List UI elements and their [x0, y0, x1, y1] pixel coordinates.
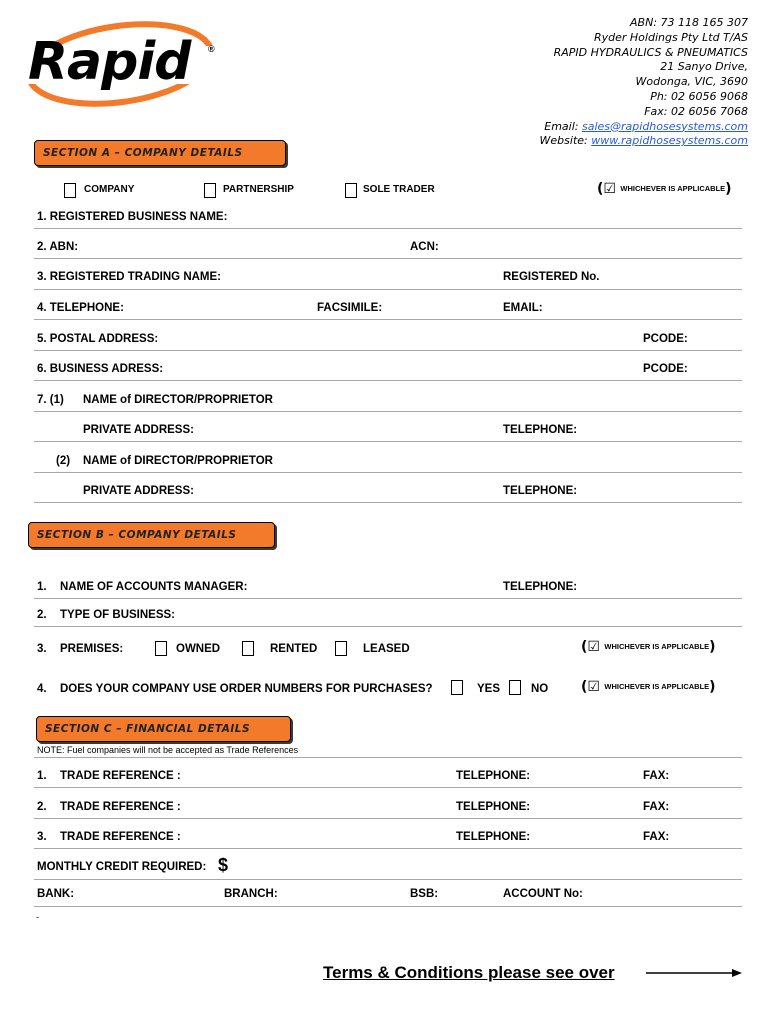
website-label: Website: [539, 134, 592, 148]
section-a-applicable-note [597, 181, 732, 197]
section-c-heading [36, 716, 291, 742]
paren-open: ( [597, 181, 604, 197]
paren-open: ( [581, 679, 588, 695]
company-type-checkbox-company[interactable] [64, 183, 76, 198]
postal-pcode-label: PCODE: [643, 333, 688, 345]
section-a-title: SECTION A – COMPANY DETAILS [43, 147, 243, 159]
accounts-manager-telephone-label: TELEPHONE: [503, 581, 578, 593]
premises-checkbox-leased[interactable] [335, 641, 347, 656]
trade-ref2-fax-label: FAX: [643, 801, 670, 813]
order-numbers-applicable-note [581, 679, 716, 695]
trade-ref1-field[interactable] [34, 787, 742, 788]
email-label: Email: [544, 119, 582, 133]
company-email-link[interactable]: sales@rapidhosesystems.com [582, 119, 748, 133]
order-numbers-question: DOES YOUR COMPANY USE ORDER NUMBERS FOR PURCHASES? [60, 683, 433, 695]
company-type-label-company: COMPANY [84, 184, 135, 195]
bank-details-field[interactable] [34, 906, 742, 907]
registered-no-label: REGISTERED No. [503, 271, 600, 283]
bank-label: BANK: [37, 888, 75, 900]
trade-ref2-label: TRADE REFERENCE : [60, 801, 181, 813]
trading-name-label: 3. REGISTERED TRADING NAME: [37, 271, 222, 283]
trading-name-field[interactable] [34, 289, 742, 290]
premises-label: PREMISES: [60, 643, 124, 655]
order-numbers-label-no: NO [531, 683, 549, 695]
paren-close: ) [709, 639, 716, 655]
director2-private-address-label: PRIVATE ADDRESS: [83, 485, 194, 497]
section-b-heading [28, 522, 275, 548]
postal-address-label: 5. POSTAL ADDRESS: [37, 333, 159, 345]
acn-label: ACN: [410, 241, 439, 253]
b4-number: 4. [37, 683, 47, 695]
trade-ref1-label: TRADE REFERENCE : [60, 770, 181, 782]
trade-ref1-telephone-label: TELEPHONE: [456, 770, 531, 782]
trade-ref2-number: 2. [37, 801, 47, 813]
terms-conditions-note: Terms & Conditions please see over [323, 963, 615, 982]
premises-applicable-note [581, 639, 716, 655]
dollar-sign: $ [218, 855, 229, 875]
registered-business-name-field[interactable] [34, 228, 742, 229]
logo-registered-mark: ® [208, 44, 215, 54]
account-no-label: ACCOUNT No: [503, 888, 583, 900]
premises-label-rented: RENTED [270, 643, 318, 655]
email-label-field: EMAIL: [503, 302, 543, 314]
trade-ref1-number: 1. [37, 770, 47, 782]
company-legal-name: Ryder Holdings Pty Ltd T/AS [593, 30, 748, 44]
paren-close: ) [709, 679, 716, 695]
checked-box-icon: ☑ [587, 639, 600, 655]
order-numbers-checkbox-no[interactable] [509, 680, 521, 695]
company-trading-name: RAPID HYDRAULICS & PNEUMATICS [553, 45, 748, 59]
order-numbers-label-yes: YES [477, 683, 501, 695]
b2-number: 2. [37, 609, 47, 621]
company-website-link[interactable]: www.rapidhosesystems.com [591, 134, 748, 148]
director2-telephone-label: TELEPHONE: [503, 485, 578, 497]
director1-address-field[interactable] [34, 441, 742, 442]
registered-business-name-label: 1. REGISTERED BUSINESS NAME: [37, 211, 228, 223]
telephone-label: 4. TELEPHONE: [37, 302, 124, 314]
order-numbers-checkbox-yes[interactable] [451, 680, 463, 695]
abn-label: 2. ABN: [37, 241, 79, 253]
facsimile-label: FACSIMILE: [317, 302, 383, 314]
trade-ref3-fax-label: FAX: [643, 831, 670, 843]
trade-ref2-field[interactable] [34, 818, 742, 819]
director2-address-field[interactable] [34, 502, 742, 503]
section-c-title: SECTION C – FINANCIAL DETAILS [45, 723, 251, 735]
business-address-label: 6. BUSINESS ADRESS: [37, 363, 164, 375]
paren-close: ) [725, 181, 732, 197]
checked-box-icon: ☑ [587, 679, 600, 695]
type-of-business-field[interactable] [34, 626, 742, 627]
director2-name-label: NAME of DIRECTOR/PROPRIETOR [83, 455, 273, 467]
director1-telephone-label: TELEPHONE: [503, 424, 578, 436]
fuel-companies-note: NOTE: Fuel companies will not be accepted as Trade References [37, 745, 299, 755]
abn-acn-field[interactable] [34, 258, 742, 259]
company-abn: ABN: 73 118 165 307 [630, 16, 748, 29]
premises-label-owned: OWNED [176, 643, 221, 655]
company-header-block [540, 16, 748, 149]
premises-checkbox-owned[interactable] [155, 641, 167, 656]
type-of-business-label: TYPE OF BUSINESS: [60, 609, 176, 621]
trade-ref3-field[interactable] [34, 848, 742, 849]
company-fax: Fax: 02 6056 7068 [644, 104, 748, 118]
logo-wordmark: Rapid [28, 32, 191, 92]
company-type-checkbox-partnership[interactable] [204, 183, 216, 198]
company-website-row [540, 134, 748, 149]
business-pcode-label: PCODE: [643, 363, 688, 375]
business-address-field[interactable] [34, 380, 742, 381]
stray-dash: - [36, 912, 39, 922]
rapid-logo [22, 16, 222, 108]
company-phone: Ph: 02 6056 9068 [650, 89, 748, 103]
company-address-line2: Wodonga, VIC, 3690 [635, 75, 748, 89]
monthly-credit-field[interactable] [34, 879, 742, 880]
applicable-text: WHICHEVER IS APPLICABLE [604, 682, 710, 691]
applicable-text: WHICHEVER IS APPLICABLE [620, 184, 726, 193]
company-type-checkbox-sole-trader[interactable] [345, 183, 357, 198]
company-address-line1: 21 Sanyo Drive, [660, 60, 748, 74]
b3-number: 3. [37, 643, 47, 655]
premises-checkbox-rented[interactable] [242, 641, 254, 656]
bsb-label: BSB: [410, 888, 439, 900]
director1-private-address-label: PRIVATE ADDRESS: [83, 424, 194, 436]
trade-ref2-telephone-label: TELEPHONE: [456, 801, 531, 813]
accounts-manager-field[interactable] [34, 598, 742, 599]
branch-label: BRANCH: [224, 888, 278, 900]
company-type-label-sole-trader: SOLE TRADER [363, 184, 435, 195]
trade-ref3-label: TRADE REFERENCE : [60, 831, 181, 843]
trade-ref1-fax-label: FAX: [643, 770, 670, 782]
director2-number: (2) [56, 455, 71, 467]
director1-name-field[interactable] [34, 411, 742, 412]
section-a-heading [34, 140, 286, 166]
company-email-row [540, 120, 748, 135]
director2-name-field[interactable] [34, 472, 742, 473]
checked-box-icon: ☑ [603, 181, 616, 197]
trade-ref3-number: 3. [37, 831, 47, 843]
postal-address-field[interactable] [34, 350, 742, 351]
director1-name-label: NAME of DIRECTOR/PROPRIETOR [83, 394, 273, 406]
note-divider [34, 757, 742, 758]
section-b-title: SECTION B – COMPANY DETAILS [37, 529, 237, 541]
b1-number: 1. [37, 581, 47, 593]
accounts-manager-label: NAME OF ACCOUNTS MANAGER: [60, 581, 248, 593]
director1-number: 7. (1) [37, 394, 64, 406]
arrow-right-icon [646, 966, 744, 980]
company-type-label-partnership: PARTNERSHIP [223, 184, 294, 195]
monthly-credit-label: MONTHLY CREDIT REQUIRED: [37, 861, 207, 873]
premises-label-leased: LEASED [363, 643, 410, 655]
trade-ref3-telephone-label: TELEPHONE: [456, 831, 531, 843]
paren-open: ( [581, 639, 588, 655]
contact-field[interactable] [34, 319, 742, 320]
applicable-text: WHICHEVER IS APPLICABLE [604, 642, 710, 651]
